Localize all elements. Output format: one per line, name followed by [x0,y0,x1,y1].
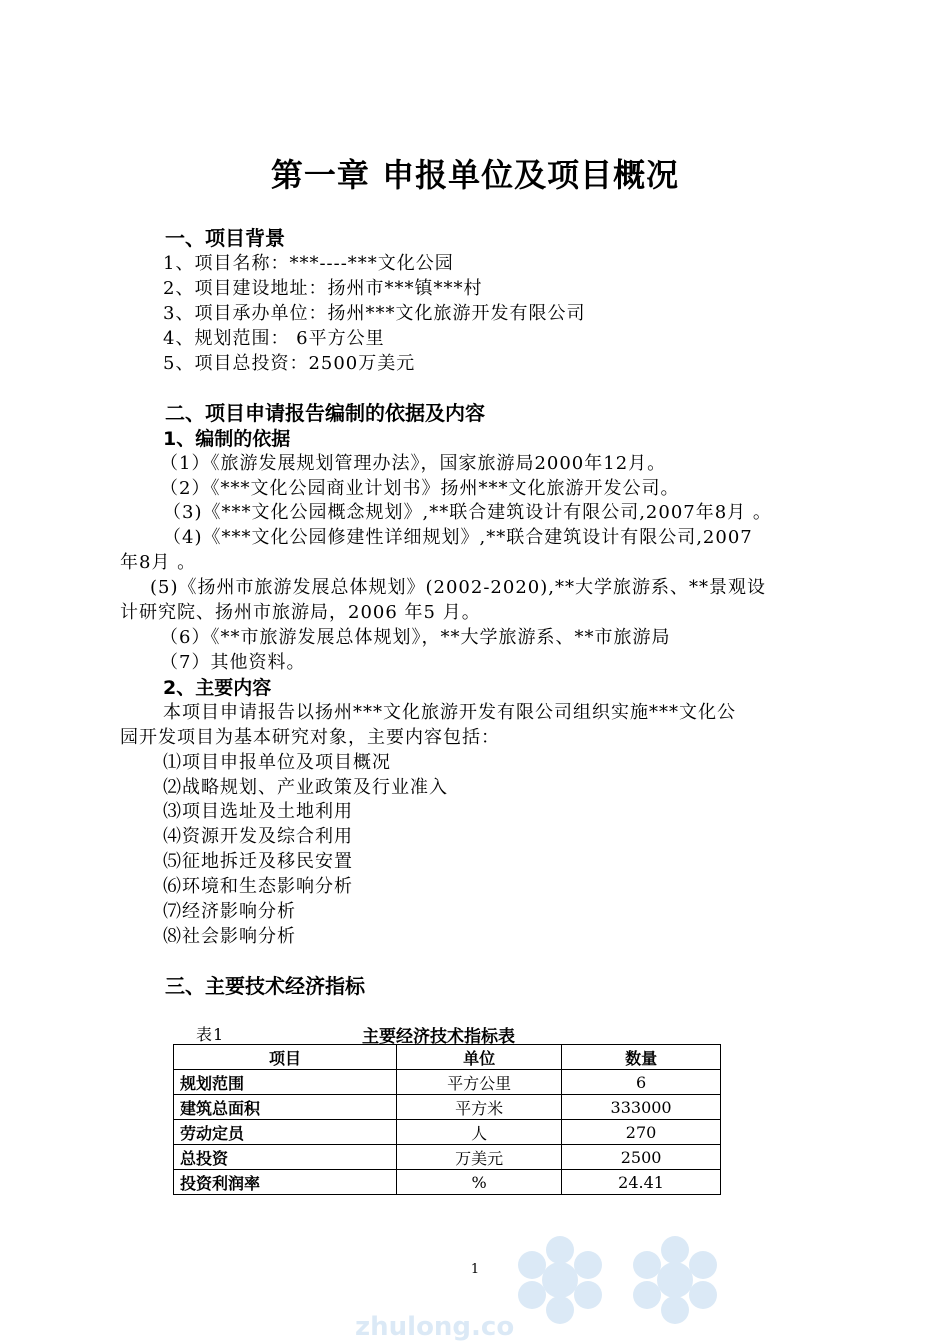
watermark-snowflake-icon [500,1225,740,1335]
table-title: 主要经济技术指标表 [362,1027,515,1047]
page-title: 第一章 申报单位及项目概况 [270,156,680,194]
table-row [174,1070,721,1095]
basis-item-4: （4)《***文化公园修建性详细规划》,**联合建筑设计有限公司,2007 [163,527,753,548]
row-value: 6 [562,1070,721,1095]
content-item-4: ⑷资源开发及综合利用 [163,826,353,847]
row-item: 总投资 [174,1145,397,1170]
indicators-table [173,1044,721,1195]
total-investment-line: 5、项目总投资：2500万美元 [163,353,416,374]
content-item-7: ⑺经济影响分析 [163,901,296,922]
watermark-text: zhulong.co [355,1312,515,1342]
row-item: 建筑总面积 [174,1095,397,1120]
table-row [174,1170,721,1195]
content-item-6: ⑹环境和生态影响分析 [163,876,353,897]
row-unit: 万美元 [397,1145,562,1170]
content-item-2: ⑵战略规划、产业政策及行业准入 [163,777,448,798]
row-unit: % [397,1170,562,1195]
table-row [174,1145,721,1170]
section-heading-indicators: 三、主要技术经济指标 [165,974,365,998]
column-header-unit: 单位 [397,1045,562,1070]
planning-area-line: 4、规划范围： 6平方公里 [163,328,385,349]
content-item-3: ⑶项目选址及土地利用 [163,801,353,822]
column-header-item: 项目 [174,1045,397,1070]
basis-item-2: （2）《***文化公园商业计划书》扬州***文化旅游开发公司。 [160,478,680,499]
table-label: 表1 [196,1025,225,1044]
row-unit: 平方公里 [397,1070,562,1095]
subheading-basis: 1、编制的依据 [163,428,291,450]
basis-item-5: (5)《扬州市旅游发展总体规划》(2002-2020),**大学旅游系、**景观设 [150,577,766,598]
row-value: 333000 [562,1095,721,1120]
project-address-line: 2、项目建设地址：扬州市***镇***村 [163,278,483,299]
basis-item-5-cont: 计研究院、扬州市旅游局，2006 年5 月。 [120,602,481,623]
project-organizer-line: 3、项目承办单位：扬州***文化旅游开发有限公司 [163,303,586,324]
table-row [174,1095,721,1120]
content-item-8: ⑻社会影响分析 [163,926,296,947]
basis-item-7: （7）其他资料。 [160,652,306,673]
subheading-main-content: 2、主要内容 [163,677,272,699]
section-heading-basis-content: 二、项目申请报告编制的依据及内容 [165,401,485,425]
basis-item-6: （6）《**市旅游发展总体规划》，**大学旅游系、**市旅游局 [160,627,671,648]
row-unit: 平方米 [397,1095,562,1120]
column-header-value: 数量 [562,1045,721,1070]
basis-item-1: （1）《旅游发展规划管理办法》，国家旅游局2000年12月。 [160,453,667,474]
content-item-5: ⑸征地拆迁及移民安置 [163,851,353,872]
page-number: 1 [470,1262,480,1277]
table-header-row [174,1045,721,1070]
project-name-line: 1、项目名称：***----***文化公园 [163,253,454,274]
section-heading-background: 一、项目背景 [165,226,285,250]
row-unit: 人 [397,1120,562,1145]
row-item: 规划范围 [174,1070,397,1095]
row-value: 24.41 [562,1170,721,1195]
row-value: 270 [562,1120,721,1145]
content-intro: 本项目申请报告以扬州***文化旅游开发有限公司组织实施***文化公 [163,702,736,723]
basis-item-4-cont: 年8月 。 [120,552,197,573]
row-item: 劳动定员 [174,1120,397,1145]
content-intro-cont: 园开发项目为基本研究对象，主要内容包括： [120,727,500,748]
row-item: 投资利润率 [174,1170,397,1195]
basis-item-3: （3)《***文化公园概念规划》,**联合建筑设计有限公司,2007年8月 。 [163,502,772,523]
row-value: 2500 [562,1145,721,1170]
content-item-1: ⑴项目申报单位及项目概况 [163,752,391,773]
table-row [174,1120,721,1145]
